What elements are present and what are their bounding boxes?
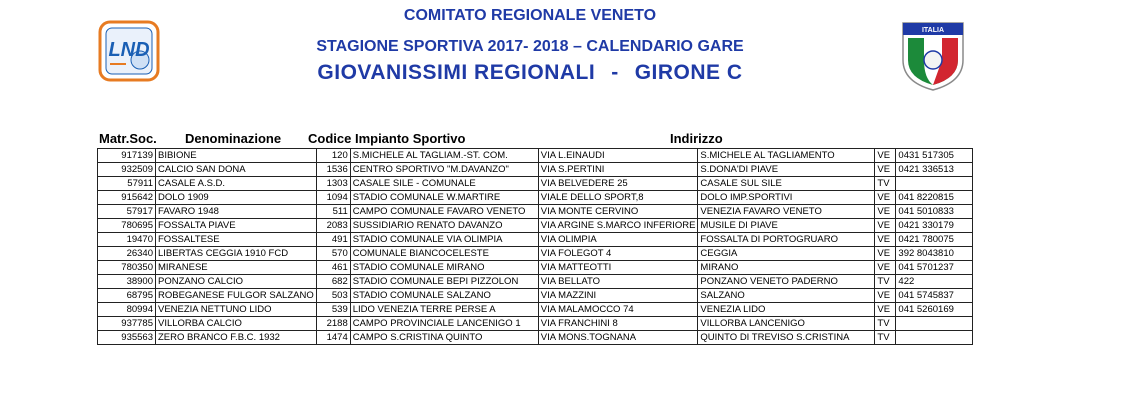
impianto-cell: CAMPO COMUNALE FAVARO VENETO xyxy=(350,205,538,219)
denominazione-cell: VENEZIA NETTUNO LIDO xyxy=(156,303,317,317)
address-cell: VIA BELLATO xyxy=(538,275,698,289)
denominazione-cell: LIBERTAS CEGGIA 1910 FCD xyxy=(156,247,317,261)
matr-cell: 780350 xyxy=(98,261,156,275)
address-cell: VIA S.PERTINI xyxy=(538,163,698,177)
phone-cell xyxy=(896,317,973,331)
impianto-cell: CAMPO S.CRISTINA QUINTO xyxy=(350,331,538,345)
svg-text:ITALIA: ITALIA xyxy=(921,27,945,34)
denominazione-cell: ZERO BRANCO F.B.C. 1932 xyxy=(156,331,317,345)
denominazione-cell: FAVARO 1948 xyxy=(156,205,317,219)
impianto-cell: STADIO COMUNALE BEPI PIZZOLON xyxy=(350,275,538,289)
table-row xyxy=(98,247,973,261)
denominazione-cell: CALCIO SAN DONA xyxy=(156,163,317,177)
matr-cell: 38900 xyxy=(98,275,156,289)
locality-cell: S.DONA'DI PIAVE xyxy=(698,163,875,177)
address-cell: VIA FOLEGOT 4 xyxy=(538,247,698,261)
codice-cell: 570 xyxy=(316,247,350,261)
impianto-cell: LIDO VENEZIA TERRE PERSE A xyxy=(350,303,538,317)
table-row xyxy=(98,177,973,191)
phone-cell: 0421 330179 xyxy=(896,219,973,233)
teams-table xyxy=(97,148,973,345)
codice-cell: 491 xyxy=(316,233,350,247)
locality-cell: MUSILE DI PIAVE xyxy=(698,219,875,233)
locality-cell: FOSSALTA DI PORTOGRUARO xyxy=(698,233,875,247)
locality-cell: S.MICHELE AL TAGLIAMENTO xyxy=(698,149,875,163)
table-row xyxy=(98,261,973,275)
figc-shield-logo xyxy=(900,20,966,92)
province-cell: VE xyxy=(875,163,896,177)
address-cell: VIA BELVEDERE 25 xyxy=(538,177,698,191)
table-row xyxy=(98,205,973,219)
address-cell: VIA MONTE CERVINO xyxy=(538,205,698,219)
table-row xyxy=(98,163,973,177)
codice-cell: 2083 xyxy=(316,219,350,233)
impianto-cell: CASALE SILE - COMUNALE xyxy=(350,177,538,191)
codice-cell: 2188 xyxy=(316,317,350,331)
locality-cell: QUINTO DI TREVISO S.CRISTINA xyxy=(698,331,875,345)
denominazione-cell: MIRANESE xyxy=(156,261,317,275)
matr-cell: 915642 xyxy=(98,191,156,205)
impianto-cell: STADIO COMUNALE W.MARTIRE xyxy=(350,191,538,205)
province-cell: VE xyxy=(875,149,896,163)
impianto-cell: COMUNALE BIANCOCELESTE xyxy=(350,247,538,261)
codice-cell: 461 xyxy=(316,261,350,275)
province-cell: VE xyxy=(875,261,896,275)
province-cell: VE xyxy=(875,247,896,261)
denominazione-cell: PONZANO CALCIO xyxy=(156,275,317,289)
phone-cell: 041 5745837 xyxy=(896,289,973,303)
impianto-cell: S.MICHELE AL TAGLIAM.-ST. COM. xyxy=(350,149,538,163)
matr-cell: 917139 xyxy=(98,149,156,163)
matr-cell: 19470 xyxy=(98,233,156,247)
denominazione-cell: FOSSALTA PIAVE xyxy=(156,219,317,233)
locality-cell: VENEZIA FAVARO VENETO xyxy=(698,205,875,219)
address-cell: VIALE DELLO SPORT,8 xyxy=(538,191,698,205)
matr-cell: 68795 xyxy=(98,289,156,303)
locality-cell: DOLO IMP.SPORTIVI xyxy=(698,191,875,205)
codice-cell: 1094 xyxy=(316,191,350,205)
locality-cell: VENEZIA LIDO xyxy=(698,303,875,317)
address-cell: VIA L.EINAUDI xyxy=(538,149,698,163)
impianto-cell: STADIO COMUNALE SALZANO xyxy=(350,289,538,303)
codice-cell: 120 xyxy=(316,149,350,163)
table-row xyxy=(98,233,973,247)
codice-cell: 1474 xyxy=(316,331,350,345)
table-row xyxy=(98,219,973,233)
phone-cell xyxy=(896,177,973,191)
locality-cell: VILLORBA LANCENIGO xyxy=(698,317,875,331)
province-cell: VE xyxy=(875,303,896,317)
table-row xyxy=(98,303,973,317)
province-cell: VE xyxy=(875,191,896,205)
locality-cell: CASALE SUL SILE xyxy=(698,177,875,191)
denominazione-cell: FOSSALTESE xyxy=(156,233,317,247)
denominazione-cell: BIBIONE xyxy=(156,149,317,163)
address-cell: VIA MAZZINI xyxy=(538,289,698,303)
phone-cell: 041 5010833 xyxy=(896,205,973,219)
matr-cell: 26340 xyxy=(98,247,156,261)
table-row xyxy=(98,331,973,345)
impianto-cell: CAMPO PROVINCIALE LANCENIGO 1 xyxy=(350,317,538,331)
teams-table-body xyxy=(98,149,973,345)
province-cell: TV xyxy=(875,177,896,191)
province-cell: VE xyxy=(875,289,896,303)
table-row xyxy=(98,317,973,331)
province-cell: TV xyxy=(875,317,896,331)
column-header-indirizzo: Indirizzo xyxy=(670,131,723,146)
impianto-cell: STADIO COMUNALE MIRANO xyxy=(350,261,538,275)
matr-cell: 57911 xyxy=(98,177,156,191)
codice-cell: 539 xyxy=(316,303,350,317)
committee-title: COMITATO REGIONALE VENETO xyxy=(403,7,657,24)
phone-cell: 041 5260169 xyxy=(896,303,973,317)
column-header-denominazione: Denominazione xyxy=(185,131,282,146)
phone-cell: 041 5701237 xyxy=(896,261,973,275)
phone-cell: 0421 336513 xyxy=(896,163,973,177)
locality-cell: PONZANO VENETO PADERNO xyxy=(698,275,875,289)
address-cell: VIA OLIMPIA xyxy=(538,233,698,247)
codice-cell: 511 xyxy=(316,205,350,219)
denominazione-cell: ROBEGANESE FULGOR SALZANO xyxy=(156,289,317,303)
matr-cell: 780695 xyxy=(98,219,156,233)
denominazione-cell: CASALE A.S.D. xyxy=(156,177,317,191)
group-name: GIRONE C xyxy=(634,61,743,84)
table-row xyxy=(98,191,973,205)
impianto-cell: CENTRO SPORTIVO "M.DAVANZO" xyxy=(350,163,538,177)
table-row xyxy=(98,289,973,303)
phone-cell: 0421 780075 xyxy=(896,233,973,247)
column-header-matr: Matr.Soc. xyxy=(99,131,157,146)
province-cell: TV xyxy=(875,275,896,289)
address-cell: VIA MONS.TOGNANA xyxy=(538,331,698,345)
province-cell: TV xyxy=(875,331,896,345)
codice-cell: 1536 xyxy=(316,163,350,177)
locality-cell: CEGGIA xyxy=(698,247,875,261)
address-cell: VIA ARGINE S.MARCO INFERIORE xyxy=(538,219,698,233)
province-cell: VE xyxy=(875,233,896,247)
season-title: STAGIONE SPORTIVA 2017- 2018 – CALENDARIO GARE xyxy=(316,38,744,55)
codice-cell: 503 xyxy=(316,289,350,303)
matr-cell: 937785 xyxy=(98,317,156,331)
impianto-cell: STADIO COMUNALE VIA OLIMPIA xyxy=(350,233,538,247)
locality-cell: MIRANO xyxy=(698,261,875,275)
phone-cell: 422 xyxy=(896,275,973,289)
title-separator: - xyxy=(611,61,619,84)
championship-name: GIOVANISSIMI REGIONALI xyxy=(317,61,596,84)
column-header-codice: Codice Impianto Sportivo xyxy=(308,131,466,146)
locality-cell: SALZANO xyxy=(698,289,875,303)
province-cell: VE xyxy=(875,205,896,219)
codice-cell: 682 xyxy=(316,275,350,289)
matr-cell: 935563 xyxy=(98,331,156,345)
table-row xyxy=(98,149,973,163)
phone-cell: 392 8043810 xyxy=(896,247,973,261)
address-cell: VIA FRANCHINI 8 xyxy=(538,317,698,331)
matr-cell: 80994 xyxy=(98,303,156,317)
table-row xyxy=(98,275,973,289)
phone-cell: 0431 517305 xyxy=(896,149,973,163)
denominazione-cell: DOLO 1909 xyxy=(156,191,317,205)
svg-text:LND: LND xyxy=(108,39,150,61)
impianto-cell: SUSSIDIARIO RENATO DAVANZO xyxy=(350,219,538,233)
phone-cell: 041 8220815 xyxy=(896,191,973,205)
address-cell: VIA MATTEOTTI xyxy=(538,261,698,275)
lnd-logo xyxy=(98,20,160,82)
address-cell: VIA MALAMOCCO 74 xyxy=(538,303,698,317)
phone-cell xyxy=(896,331,973,345)
matr-cell: 932509 xyxy=(98,163,156,177)
province-cell: VE xyxy=(875,219,896,233)
denominazione-cell: VILLORBA CALCIO xyxy=(156,317,317,331)
matr-cell: 57917 xyxy=(98,205,156,219)
codice-cell: 1303 xyxy=(316,177,350,191)
